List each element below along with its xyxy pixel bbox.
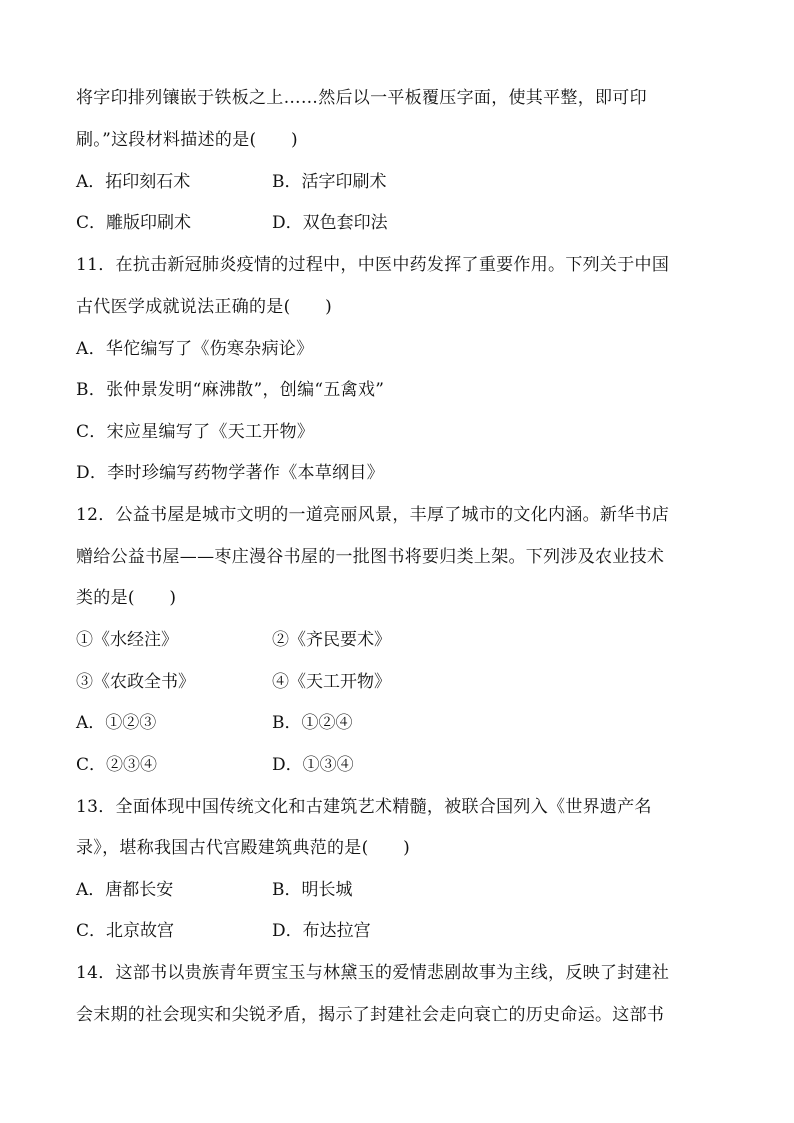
q10-option-d[interactable]: D．双色套印法	[272, 213, 388, 233]
q12-option-a[interactable]: A．①②③	[76, 713, 157, 733]
q14-stem-line-1: 14．这部书以贵族青年贾宝玉与林黛玉的爱情悲剧故事为主线，反映了封建社	[76, 963, 670, 983]
q10-options-row-2	[76, 211, 726, 235]
q10-stem-line-2: 刷。”这段材料描述的是( )	[76, 130, 298, 150]
q13-option-d[interactable]: D．布达拉宫	[272, 921, 371, 941]
q12-stem-line-2: 赠给公益书屋——枣庄漫谷书屋的一批图书将要归类上架。下列涉及农业技术	[76, 547, 665, 567]
q13-stem-line-2: 录》，堪称我国古代宫殿建筑典范的是( )	[76, 838, 411, 858]
q12-option-b[interactable]: B．①②④	[272, 713, 353, 733]
q11-option-c[interactable]: C．宋应星编写了《天工开物》	[76, 422, 315, 442]
q10-option-a[interactable]: A．拓印刻石术	[76, 172, 191, 192]
q13-stem-line-1: 13．全面体现中国传统文化和古建筑艺术精髓，被联合国列入《世界遗产名	[76, 797, 652, 817]
q12-items-row-2	[76, 670, 726, 694]
q12-options-row-2	[76, 753, 726, 777]
q11-option-b[interactable]: B．张仲景发明“麻沸散”，创编“五禽戏”	[76, 380, 385, 400]
q12-stem-line-3: 类的是( )	[76, 588, 177, 608]
q11-stem-line-1: 11．在抗击新冠肺炎疫情的过程中，中医中药发挥了重要作用。下列关于中国	[76, 255, 670, 275]
q14-stem-line-2: 会末期的社会现实和尖锐矛盾，揭示了封建社会走向衰亡的历史命运。这部书	[76, 1005, 665, 1025]
q12-item-3: ③《农政全书》	[76, 672, 195, 692]
q10-options-row-1	[76, 170, 726, 194]
q12-stem-line-1: 12．公益书屋是城市文明的一道亮丽风景，丰厚了城市的文化内涵。新华书店	[76, 505, 670, 525]
q10-option-b[interactable]: B．活字印刷术	[272, 172, 387, 192]
q10-option-c[interactable]: C．雕版印刷术	[76, 213, 192, 233]
q13-option-c[interactable]: C．北京故宫	[76, 921, 175, 941]
q12-item-4: ④《天工开物》	[272, 672, 391, 692]
q11-option-d[interactable]: D．李时珍编写药物学著作《本草纲目》	[76, 463, 385, 483]
q12-option-c[interactable]: C．②③④	[76, 755, 158, 775]
q11-stem-line-2: 古代医学成就说法正确的是( )	[76, 297, 333, 317]
q12-options-row-1	[76, 711, 726, 735]
q13-option-b[interactable]: B．明长城	[272, 880, 353, 900]
q12-option-d[interactable]: D．①③④	[272, 755, 354, 775]
q13-options-row-2	[76, 919, 726, 943]
q12-item-1: ①《水经注》	[76, 630, 178, 650]
q13-options-row-1	[76, 878, 726, 902]
q11-option-a[interactable]: A．华佗编写了《伤寒杂病论》	[76, 339, 314, 359]
q10-stem-line-1: 将字印排列镶嵌于铁板之上……然后以一平板覆压字面，使其平整，即可印	[76, 88, 647, 108]
q13-option-a[interactable]: A．唐都长安	[76, 880, 174, 900]
q12-item-2: ②《齐民要术》	[272, 630, 391, 650]
q12-items-row-1	[76, 628, 726, 652]
